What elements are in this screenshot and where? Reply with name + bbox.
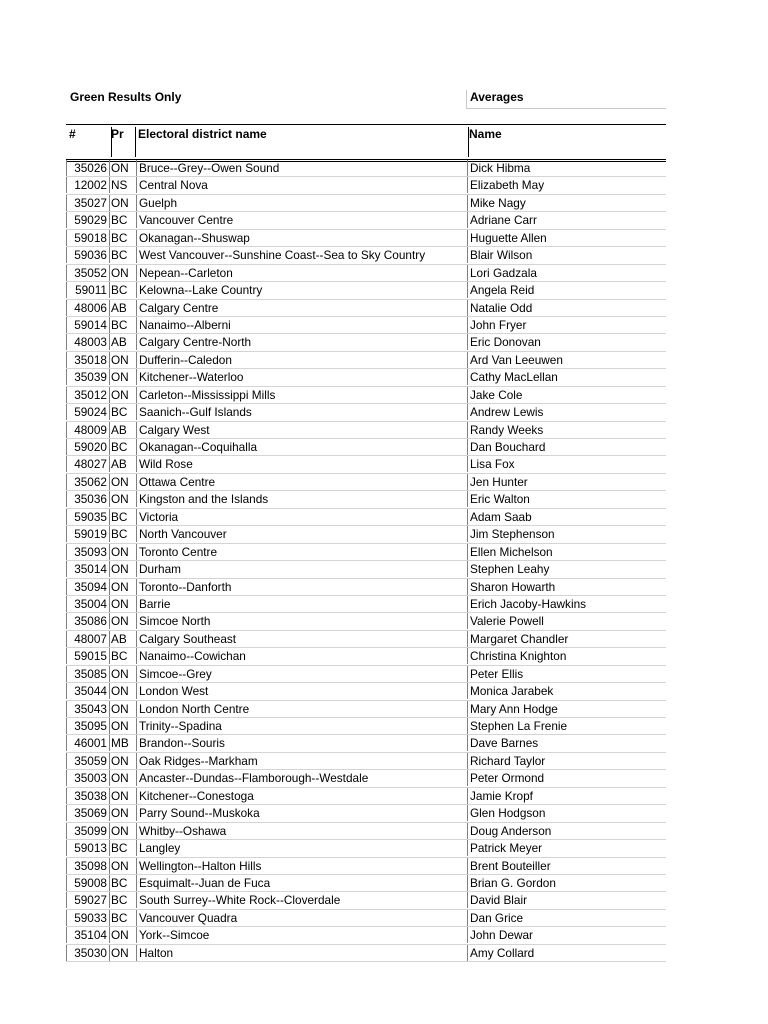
district-name-cell: Oak Ridges--Markham [137, 753, 468, 769]
candidate-name-cell: Mary Ann Hodge [470, 701, 558, 716]
column-header-province: Pr [108, 127, 136, 157]
district-name-cell: South Surrey--White Rock--Cloverdale [137, 892, 468, 908]
district-number-cell: 48009 [66, 422, 110, 438]
candidate-name-cell: Brent Bouteiller [470, 858, 551, 873]
province-cell: ON [109, 544, 137, 560]
candidate-name-cell: John Dewar [470, 928, 533, 943]
candidate-name-cell: David Blair [470, 893, 528, 908]
district-name-cell: Vancouver Centre [137, 212, 468, 228]
district-name-cell: Wellington--Halton Hills [137, 858, 468, 874]
district-name-cell: Durham [137, 561, 468, 577]
candidate-name-cell: Brian G. Gordon [470, 875, 556, 890]
table-row [66, 735, 666, 752]
district-name-cell: Toronto--Danforth [137, 579, 468, 595]
district-name-cell: Simcoe North [137, 613, 468, 629]
candidate-name-cell: Dave Barnes [470, 736, 539, 751]
district-name-cell: London North Centre [137, 701, 468, 717]
district-number-cell: 12002 [66, 177, 110, 193]
district-number-cell: 35030 [66, 945, 110, 961]
district-number-cell: 59020 [66, 439, 110, 455]
candidate-name-cell: Angela Reid [470, 283, 535, 298]
district-number-cell: 35069 [66, 805, 110, 821]
province-cell: BC [109, 404, 137, 420]
column-header-name: Name [469, 127, 502, 141]
province-cell: ON [109, 945, 137, 961]
district-name-cell: Trinity--Spadina [137, 718, 468, 734]
table-row [66, 526, 666, 543]
province-cell: BC [109, 439, 137, 455]
district-number-cell: 59011 [66, 282, 110, 298]
table-row [66, 770, 666, 787]
district-number-cell: 48003 [66, 334, 110, 350]
candidate-name-cell: Andrew Lewis [470, 405, 544, 420]
candidate-name-cell: Eric Donovan [470, 335, 541, 350]
table-row [66, 212, 666, 229]
province-cell: BC [109, 282, 137, 298]
candidate-name-cell: John Fryer [470, 317, 527, 332]
table-row [66, 892, 666, 909]
district-number-cell: 35104 [66, 927, 110, 943]
table-row [66, 474, 666, 491]
candidate-name-cell: Jamie Kropf [470, 788, 533, 803]
candidate-name-cell: Eric Walton [470, 492, 530, 507]
province-cell: ON [109, 474, 137, 490]
district-number-cell: 59029 [66, 212, 110, 228]
province-cell: ON [109, 369, 137, 385]
district-number-cell: 35059 [66, 753, 110, 769]
district-name-cell: Bruce--Grey--Owen Sound [137, 160, 468, 176]
province-cell: ON [109, 579, 137, 595]
table-row [66, 613, 666, 630]
district-number-cell: 35086 [66, 613, 110, 629]
candidate-name-cell: Monica Jarabek [470, 684, 554, 699]
district-number-cell: 35093 [66, 544, 110, 560]
table-row [66, 352, 666, 369]
district-number-cell: 35044 [66, 683, 110, 699]
province-cell: BC [109, 910, 137, 926]
table-row [66, 544, 666, 561]
district-number-cell: 46001 [66, 735, 110, 751]
table-row [66, 265, 666, 282]
district-name-cell: Saanich--Gulf Islands [137, 404, 468, 420]
district-name-cell: Nanaimo--Cowichan [137, 648, 468, 664]
table-row [66, 858, 666, 875]
district-number-cell: 35018 [66, 352, 110, 368]
table-row [66, 230, 666, 247]
district-name-cell: Halton [137, 945, 468, 961]
district-name-cell: Toronto Centre [137, 544, 468, 560]
candidate-name-cell: Natalie Odd [470, 300, 533, 315]
candidate-name-cell: Randy Weeks [470, 422, 544, 437]
district-name-cell: Brandon--Souris [137, 735, 468, 751]
candidate-name-cell: Dick Hibma [470, 161, 531, 175]
province-cell: AB [109, 422, 137, 438]
province-cell: ON [109, 858, 137, 874]
district-name-cell: Vancouver Quadra [137, 910, 468, 926]
district-name-cell: Okanagan--Coquihalla [137, 439, 468, 455]
table-row [66, 247, 666, 264]
candidate-name-cell: Sharon Howarth [470, 579, 556, 594]
candidate-name-cell: Glen Hodgson [470, 806, 546, 821]
table-row [66, 369, 666, 386]
candidate-name-cell: Valerie Powell [470, 614, 544, 629]
table-row [66, 282, 666, 299]
district-number-cell: 59024 [66, 404, 110, 420]
table-row [66, 945, 666, 962]
table-row [66, 666, 666, 683]
province-cell: ON [109, 195, 137, 211]
district-name-cell: West Vancouver--Sunshine Coast--Sea to Sky Country [137, 247, 468, 263]
candidate-name-cell: Margaret Chandler [470, 631, 569, 646]
province-cell: ON [109, 788, 137, 804]
column-header-number: # [66, 127, 112, 157]
candidate-name-cell: Lisa Fox [470, 457, 515, 472]
candidate-name-cell: Jen Hunter [470, 474, 528, 489]
district-name-cell: Calgary Centre [137, 300, 468, 316]
candidate-name-cell: Christina Knighton [470, 649, 567, 664]
district-number-cell: 35036 [66, 491, 110, 507]
candidate-name-cell: Elizabeth May [470, 178, 545, 193]
district-name-cell: Kelowna--Lake Country [137, 282, 468, 298]
province-cell: BC [109, 230, 137, 246]
table-row [66, 631, 666, 648]
province-cell: BC [109, 648, 137, 664]
province-cell: ON [109, 753, 137, 769]
candidate-name-cell: Dan Bouchard [470, 440, 546, 454]
table-row [66, 439, 666, 456]
district-name-cell: York--Simcoe [137, 927, 468, 943]
table-row [66, 404, 666, 421]
district-number-cell: 59015 [66, 648, 110, 664]
district-name-cell: Wild Rose [137, 456, 468, 472]
table-row [66, 387, 666, 404]
province-cell: ON [109, 823, 137, 839]
province-cell: BC [109, 247, 137, 263]
district-name-cell: Esquimalt--Juan de Fuca [137, 875, 468, 891]
province-cell: ON [109, 770, 137, 786]
table-row [66, 509, 666, 526]
district-number-cell: 59013 [66, 840, 110, 856]
district-name-cell: Ancaster--Dundas--Flamborough--Westdale [137, 770, 468, 786]
district-number-cell: 35043 [66, 701, 110, 717]
district-number-cell: 35094 [66, 579, 110, 595]
province-cell: ON [109, 683, 137, 699]
province-cell: NS [109, 177, 137, 193]
table-row [66, 160, 666, 177]
district-number-cell: 35062 [66, 474, 110, 490]
table-body [66, 160, 666, 962]
candidate-name-cell: Stephen La Frenie [470, 719, 568, 733]
district-number-cell: 35004 [66, 596, 110, 612]
district-number-cell: 35098 [66, 858, 110, 874]
province-cell: AB [109, 334, 137, 350]
candidate-name-cell: Huguette Allen [470, 230, 547, 245]
table-row [66, 300, 666, 317]
district-number-cell: 59035 [66, 509, 110, 525]
district-name-cell: Calgary West [137, 422, 468, 438]
column-header-district: Electoral district name [135, 127, 469, 157]
table-row [66, 788, 666, 805]
candidate-name-cell: Jim Stephenson [470, 527, 555, 542]
province-cell: BC [109, 892, 137, 908]
province-cell: BC [109, 840, 137, 856]
district-name-cell: Parry Sound--Muskoka [137, 805, 468, 821]
table-header [66, 124, 666, 162]
district-name-cell: Calgary Centre-North [137, 334, 468, 350]
province-cell: ON [109, 927, 137, 943]
table-row [66, 910, 666, 927]
province-cell: ON [109, 561, 137, 577]
table-row [66, 648, 666, 665]
table-row [66, 927, 666, 944]
province-cell: ON [109, 265, 137, 281]
district-number-cell: 35038 [66, 788, 110, 804]
table-row [66, 805, 666, 822]
province-cell: ON [109, 718, 137, 734]
district-name-cell: Kingston and the Islands [137, 491, 468, 507]
candidate-name-cell: Adam Saab [470, 509, 532, 524]
candidate-name-cell: Peter Ellis [470, 666, 524, 681]
province-cell: BC [109, 526, 137, 542]
district-name-cell: Calgary Southeast [137, 631, 468, 647]
candidate-name-cell: Adriane Carr [470, 213, 537, 228]
district-number-cell: 59033 [66, 910, 110, 926]
district-number-cell: 35003 [66, 770, 110, 786]
province-cell: ON [109, 387, 137, 403]
table-row [66, 456, 666, 473]
province-cell: ON [109, 613, 137, 629]
district-number-cell: 48027 [66, 456, 110, 472]
district-name-cell: London West [137, 683, 468, 699]
candidate-name-cell: Peter Ormond [470, 771, 545, 786]
candidate-name-cell: Cathy MacLellan [470, 370, 558, 385]
title-row [66, 88, 666, 108]
province-cell: ON [109, 805, 137, 821]
candidate-name-cell: Lori Gadzala [470, 265, 537, 280]
district-name-cell: Kitchener--Waterloo [137, 369, 468, 385]
district-name-cell: Dufferin--Caledon [137, 352, 468, 368]
district-name-cell: Okanagan--Shuswap [137, 230, 468, 246]
province-cell: AB [109, 300, 137, 316]
district-number-cell: 35012 [66, 387, 110, 403]
province-cell: AB [109, 631, 137, 647]
district-name-cell: Kitchener--Conestoga [137, 788, 468, 804]
district-number-cell: 35014 [66, 561, 110, 577]
district-name-cell: Nepean--Carleton [137, 265, 468, 281]
table-row [66, 718, 666, 735]
table-row [66, 579, 666, 596]
district-number-cell: 59008 [66, 875, 110, 891]
table-row [66, 195, 666, 212]
averages-label: Averages [470, 90, 524, 104]
table-row [66, 177, 666, 194]
district-name-cell: Carleton--Mississippi Mills [137, 387, 468, 403]
province-cell: ON [109, 666, 137, 682]
district-name-cell: Victoria [137, 509, 468, 525]
district-name-cell: Whitby--Oshawa [137, 823, 468, 839]
district-number-cell: 59014 [66, 317, 110, 333]
candidate-name-cell: Erich Jacoby-Hawkins [470, 596, 587, 611]
district-number-cell: 48006 [66, 300, 110, 316]
table-row [66, 875, 666, 892]
district-number-cell: 35095 [66, 718, 110, 734]
candidate-name-cell: Dan Grice [470, 910, 524, 925]
table-row [66, 561, 666, 578]
province-cell: ON [109, 160, 137, 176]
candidate-name-cell: Mike Nagy [470, 195, 526, 210]
table-row [66, 683, 666, 700]
district-name-cell: Langley [137, 840, 468, 856]
district-number-cell: 59018 [66, 230, 110, 246]
district-number-cell: 35052 [66, 265, 110, 281]
candidate-name-cell: Patrick Meyer [470, 841, 543, 856]
table-row [66, 317, 666, 334]
candidate-name-cell: Ard Van Leeuwen [470, 352, 563, 367]
table-row [66, 596, 666, 613]
table-row [66, 823, 666, 840]
province-cell: ON [109, 701, 137, 717]
district-number-cell: 35027 [66, 195, 110, 211]
candidate-name-cell: Doug Anderson [470, 823, 552, 838]
table-row [66, 701, 666, 718]
province-cell: ON [109, 596, 137, 612]
province-cell: BC [109, 875, 137, 891]
district-name-cell: Simcoe--Grey [137, 666, 468, 682]
district-number-cell: 35099 [66, 823, 110, 839]
district-number-cell: 59027 [66, 892, 110, 908]
district-name-cell: Ottawa Centre [137, 474, 468, 490]
province-cell: BC [109, 509, 137, 525]
district-number-cell: 35085 [66, 666, 110, 682]
province-cell: ON [109, 352, 137, 368]
district-name-cell: Central Nova [137, 177, 468, 193]
sheet-title: Green Results Only [70, 90, 182, 104]
candidate-name-cell: Stephen Leahy [470, 562, 550, 577]
district-name-cell: Guelph [137, 195, 468, 211]
province-cell: ON [109, 491, 137, 507]
candidate-name-cell: Richard Taylor [470, 753, 546, 768]
averages-header-cell [466, 90, 666, 109]
candidate-name-cell: Jake Cole [470, 387, 523, 402]
province-cell: BC [109, 317, 137, 333]
candidate-name-cell: Blair Wilson [470, 248, 533, 263]
district-number-cell: 48007 [66, 631, 110, 647]
district-number-cell: 59019 [66, 526, 110, 542]
district-name-cell: Nanaimo--Alberni [137, 317, 468, 333]
table-row [66, 422, 666, 439]
district-number-cell: 35039 [66, 369, 110, 385]
candidate-name-cell: Amy Collard [470, 945, 535, 960]
candidate-name-cell: Ellen Michelson [470, 544, 553, 559]
province-cell: MB [109, 735, 137, 751]
table-row [66, 491, 666, 508]
table-row [66, 753, 666, 770]
province-cell: BC [109, 212, 137, 228]
district-number-cell: 35026 [66, 160, 110, 176]
district-name-cell: Barrie [137, 596, 468, 612]
table-row [66, 334, 666, 351]
district-number-cell: 59036 [66, 247, 110, 263]
province-cell: AB [109, 456, 137, 472]
district-name-cell: North Vancouver [137, 526, 468, 542]
table-row [66, 840, 666, 857]
